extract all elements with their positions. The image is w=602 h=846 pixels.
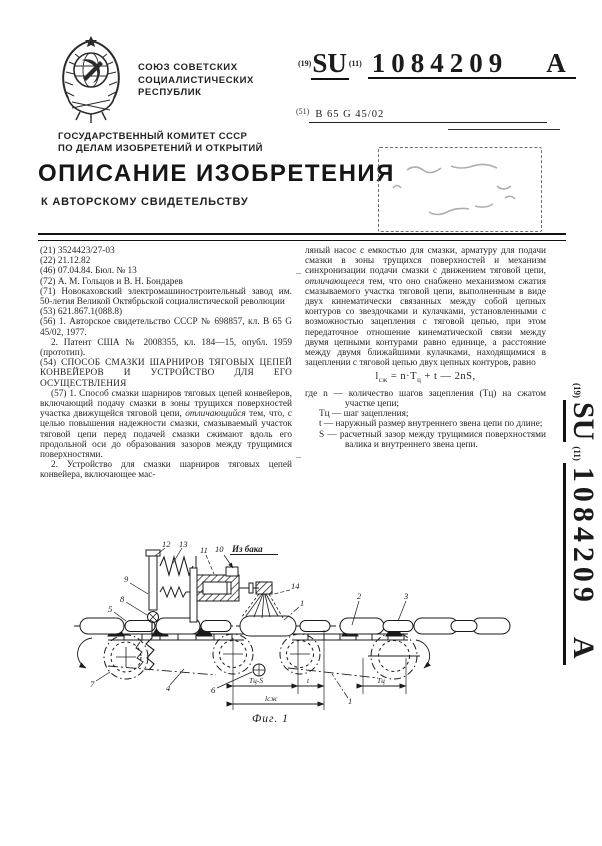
where-t: t — наружный размер внутреннего звена цепи по длине;: [319, 419, 543, 430]
figure-caption: Фиг. 1: [252, 713, 289, 725]
where-s: S — расчетный зазор между трущимися поверхностями валика и внутреннего звена цепи.: [319, 429, 546, 450]
fig-label-3: 3: [404, 591, 409, 601]
fig-dim-tc-s: Тц-S: [249, 676, 264, 685]
figure-1: [56, 538, 556, 753]
body-columns: [40, 246, 546, 481]
committee-line-1: ГОСУДАРСТВЕННЫЙ КОМИТЕТ СССР: [58, 131, 248, 142]
gap-dash-2: [296, 457, 301, 458]
union-line-3: РЕСПУБЛИК: [138, 87, 202, 98]
fig-dim-lszh: lсж: [265, 694, 278, 703]
ref-72: (72) А. М. Гольцов и В. Н. Бондарев: [40, 276, 183, 287]
claim-1-text: (57) 1. Способ смазки шарниров тяговых цепей конвейеров, включающий подачу смазки в зоны трущихся поверхностей участка движущейся тяговой цепи,: [40, 388, 292, 420]
claim-2-text: ляный насос с емкостью для смазки, арматуру для подачи смазки в зоны трущихся поверхностей и механизм синхронизации подачи смазки с движением тяговой цепи,: [305, 246, 546, 277]
claim-1-emphasis: отличающийся: [185, 409, 246, 420]
right-column: [305, 246, 546, 481]
invention-title: (54) СПОСОБ СМАЗКИ ШАРНИРОВ ТЯГОВЫХ ЦЕПЕЙ КОНВЕЙЕРОВ И УСТРОЙСТВО ДЛЯ ЕГО ОСУЩЕСТВЛЕНИЯ: [40, 358, 292, 389]
fig-label-11: 11: [200, 545, 208, 555]
claim-2-start: 2. Устройство для смазки шарниров тяговых цепей конвейера, включающее мас-: [40, 460, 292, 481]
sidebar-code-19: (19): [572, 383, 582, 398]
document-title: ОПИСАНИЕ ИЗОБРЕТЕНИЯ: [38, 160, 395, 187]
committee-name: [58, 131, 263, 155]
union-name: [138, 62, 254, 100]
formula-lhs: l: [375, 371, 379, 383]
fig-dim-t: t: [307, 676, 310, 685]
fig-label-1: 1: [300, 598, 305, 608]
fig-label-6: 6: [211, 685, 216, 695]
faint-rule: [448, 129, 560, 130]
fig-label-2: 2: [357, 591, 362, 601]
claim-2-emphasis: отличающееся: [305, 276, 365, 287]
fig-from-tank-note: Из бака: [232, 544, 263, 554]
fig-label-12: 12: [162, 539, 171, 549]
fig-label-9: 9: [124, 574, 129, 584]
where-tc: Тц — шаг зацепления;: [319, 409, 409, 420]
committee-line-2: ПО ДЕЛАМ ИЗОБРЕТЕНИЙ И ОТКРЫТИЙ: [58, 143, 263, 154]
ref-56: (56) 1. Авторское свидетельство СССР № 698857, кл. В 65 G 45/02, 1977.: [40, 317, 292, 338]
code-19: (19): [298, 59, 312, 68]
fig-label-7: 7: [90, 679, 95, 689]
fig-label-5: 5: [108, 604, 113, 614]
publication-number: 1084209: [371, 48, 509, 78]
fig-dim-tc: Тц: [377, 676, 385, 685]
ref-22: (22) 21.12.82: [40, 256, 91, 267]
claim-2-continuation: [305, 246, 546, 368]
left-column: [40, 246, 292, 481]
formula-lhs-sub: сж: [378, 376, 388, 385]
formula-mid-sub: ц: [417, 376, 422, 385]
document-subtitle: К АВТОРСКОМУ СВИДЕТЕЛЬСТВУ: [41, 196, 249, 208]
code-51: (51): [296, 107, 310, 116]
union-line-2: СОЦИАЛИСТИЧЕСКИХ: [138, 74, 254, 86]
fig-label-10: 10: [215, 544, 224, 554]
sidebar-country-code: SU: [563, 400, 600, 442]
header-divider: [38, 233, 566, 241]
ref-53: (53) 621.867.1(088.8): [40, 307, 123, 318]
ussr-emblem-icon: [56, 36, 126, 128]
gap-dash-1: [296, 273, 301, 274]
claim-2-text-2: тем, что оно снабжено механизмом сжатия смазываемого участка тяговой цепи, выполненным в виде двух кинематически связанных между собой цепных контуров со звездочками и кулачками, установленными с возможностью зацепления с тяговой цепью, при этом передаточное отношение кинематической связи между двумя цепными контурами равно единице, а расстояние между двумя ближайшими кулачками, находящимися в зацеплении с тяговой цепью двух цепных контуров, равно: [305, 276, 546, 369]
ref-56-2: 2. Патент США № 2008355, кл. 184—15, опубл. 1959 (прототип).: [40, 337, 292, 359]
code-11: (11): [348, 59, 362, 68]
sidebar-publication-number: [554, 383, 600, 715]
formula-mid: = n·Т: [387, 371, 418, 383]
stamp-scribbles-icon: [379, 148, 539, 228]
fig-label-8: 8: [120, 594, 125, 604]
ref-21: (21) 3524423/27-03: [40, 246, 115, 256]
ref-71: (71) Новокаховский электромашиностроительный завод им. 50-летия Великой Октябрьской социалистической революции: [40, 286, 292, 308]
claim-1: [40, 389, 292, 460]
publication-number-line: [298, 48, 576, 79]
ipc-class: В 65 G 45/02: [309, 109, 547, 123]
sidebar-code-11: (11): [572, 446, 582, 461]
ipc-line: [296, 104, 547, 123]
formula-rhs: + t — 2nS,: [421, 371, 476, 383]
fig-label-4: 4: [166, 683, 171, 693]
sidebar-number: 1084209: [567, 466, 600, 607]
where-n: где n — количество шагов зацепления (Тц) на сжатом участке цепи;: [305, 388, 546, 409]
claim-1-text-2: тем, что, с целью повышения надежности смазки, смазываемый участок тяговой цепи перед подачей смазки сжимают вдоль его продольной оси до образования зазоров между трущимися поверхностями.: [40, 409, 292, 461]
fig-label-13: 13: [179, 539, 188, 549]
union-line-1: СОЮЗ СОВЕТСКИХ: [138, 62, 238, 73]
kind-code: A: [546, 48, 566, 78]
fig-label-14: 14: [291, 581, 300, 591]
fig-label-1b: 1: [348, 696, 353, 706]
stamp-box: [378, 147, 542, 232]
country-code: SU: [312, 48, 347, 78]
sidebar-kind-code: A: [567, 636, 600, 659]
ref-46: (46) 07.04.84. Бюл. № 13: [40, 266, 137, 277]
formula: [305, 372, 546, 385]
